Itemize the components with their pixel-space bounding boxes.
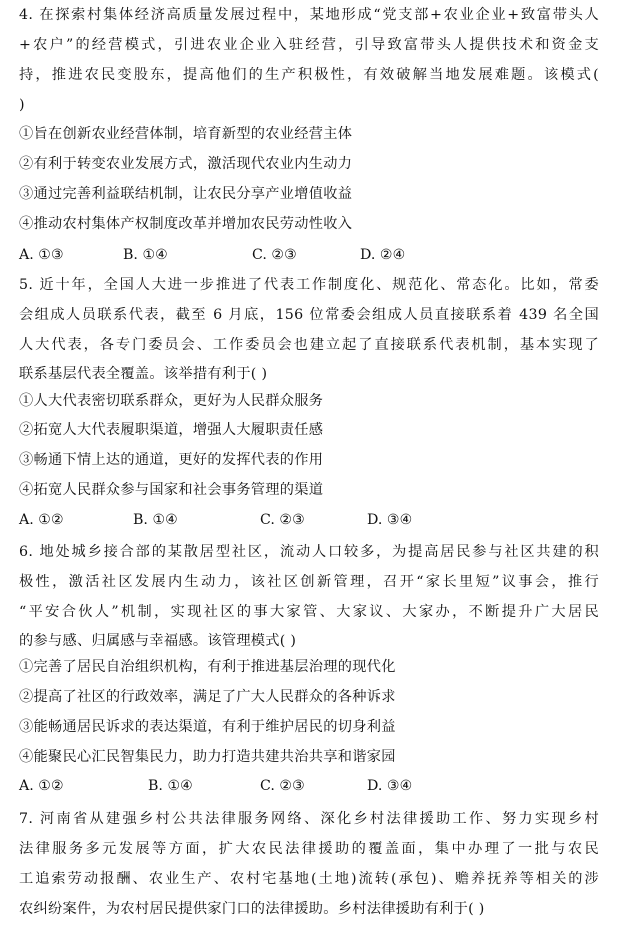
question-6-option-a: A. ①② (19, 778, 64, 794)
question-6-option-c: C. ②③ (260, 778, 305, 794)
question-4-stem-line-3: 持，推进农民变股东，提高他们的生产积极性，有效破解当地发展难题。该模式( (19, 67, 599, 83)
question-4-option-a: A. ①③ (19, 247, 64, 263)
question-5-statement-3: ③畅通下情上达的通道，更好的发挥代表的作用 (19, 452, 324, 468)
question-6-option-b: B. ①④ (148, 778, 193, 794)
question-4-statement-2: ②有利于转变农业发展方式，激活现代农业内生动力 (19, 156, 353, 172)
question-6-stem-line-2: 极性，激活社区发展内生动力，该社区创新管理，召开“家长里短”议事会，推行 (19, 574, 599, 590)
question-5-option-a: A. ①② (19, 512, 64, 528)
question-7-stem-line-3: 工追索劳动报酬、农业生产、农村宅基地(土地)流转(承包)、赡养抚养等相关的涉 (19, 871, 599, 887)
question-4-option-b: B. ①④ (123, 247, 168, 263)
question-6-stem-line-4: 的参与感、归属感与幸福感。该管理模式( ) (19, 633, 297, 649)
question-5-statement-2: ②拓宽人大代表履职渠道，增强人大履职责任感 (19, 422, 324, 438)
question-5-stem-line-4: 联系基层代表全覆盖。该举措有利于( ) (19, 366, 268, 382)
question-4-option-c: C. ②③ (252, 247, 297, 263)
question-4-stem-line-2: +农户”的经营模式，引进农业企业入驻经营，引导致富带头人提供技术和资金支 (19, 37, 599, 53)
question-5-statement-4: ④拓宽人民群众参与国家和社会事务管理的渠道 (19, 482, 324, 498)
question-6-stem-line-1: 6. 地处城乡接合部的某散居型社区，流动人口较多，为提高居民参与社区共建的积 (19, 544, 599, 560)
question-5-stem-line-2: 会组成人员联系代表，截至 6 月底，156 位常委会组成人员直接联系着 439 名全国 (19, 307, 599, 323)
question-5-statement-1: ①人大代表密切联系群众，更好为人民群众服务 (19, 393, 324, 409)
question-4-stem-line-1: 4. 在探索村集体经济高质量发展过程中，某地形成“党支部+农业企业+致富带头人 (19, 7, 599, 23)
question-7-stem-line-4: 农纠纷案件，为农村居民提供家门口的法律援助。乡村法律援助有利于( ) (19, 901, 485, 917)
question-6-statement-3: ③能畅通居民诉求的表达渠道，有利于维护居民的切身利益 (19, 719, 396, 735)
question-4-statement-4: ④推动农村集体产权制度改革并增加农民劳动性收入 (19, 216, 353, 232)
question-6-stem-line-3: “平安合伙人”机制，实现社区的事大家管、大家议、大家办，不断提升广大居民 (19, 604, 599, 620)
question-6-statement-2: ②提高了社区的行政效率，满足了广大人民群众的各种诉求 (19, 689, 396, 705)
question-4-stem-line-4: ) (19, 97, 25, 113)
question-7-stem-line-1: 7. 河南省从建强乡村公共法律服务网络、深化乡村法律援助工作、努力实现乡村 (19, 811, 599, 827)
question-6-statement-1: ①完善了居民自治组织机构，有利于推进基层治理的现代化 (19, 659, 396, 675)
question-4-option-d: D. ②④ (360, 247, 406, 263)
question-5-stem-line-1: 5. 近十年，全国人大进一步推进了代表工作制度化、规范化、常态化。比如，常委 (19, 277, 599, 293)
question-6-option-d: D. ③④ (367, 778, 413, 794)
question-6-statement-4: ④能聚民心汇民智集民力，助力打造共建共治共享和谐家园 (19, 749, 396, 765)
question-4-statement-3: ③通过完善利益联结机制，让农民分享产业增值收益 (19, 186, 353, 202)
question-7-stem-line-2: 法律服务多元发展等方面，扩大农民法律援助的覆盖面，集中办理了一批与农民 (19, 841, 599, 857)
question-5-option-b: B. ①④ (133, 512, 178, 528)
question-4-statement-1: ①旨在创新农业经营体制，培育新型的农业经营主体 (19, 126, 353, 142)
question-5-stem-line-3: 人大代表，各专门委员会、工作委员会也建立起了直接联系代表机制，基本实现了 (19, 337, 599, 353)
question-5-option-c: C. ②③ (260, 512, 305, 528)
question-5-option-d: D. ③④ (367, 512, 413, 528)
